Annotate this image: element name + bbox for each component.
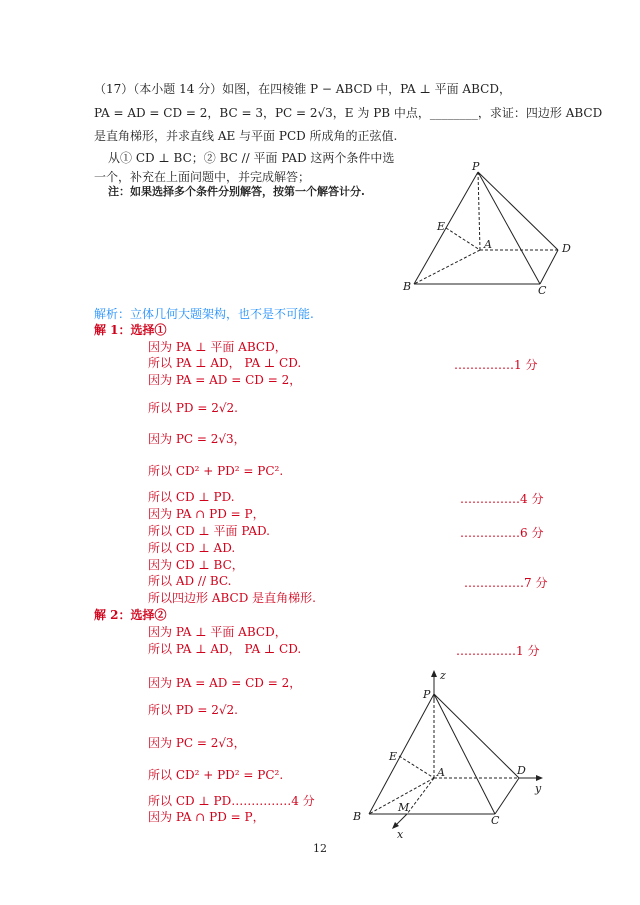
- fig2-label-A: A: [437, 766, 445, 779]
- fig2-label-E: E: [389, 750, 398, 763]
- sol1-step-10: 所以 CD ⊥ AD.: [148, 541, 236, 555]
- fig2-label-z: z: [440, 669, 446, 682]
- analysis-text: 解析：立体几何大题架构，也不是不可能.: [94, 307, 314, 321]
- sol1-title: 解 1：选择①: [94, 323, 167, 337]
- sol2-step-3: 因为 PA = AD = CD = 2，: [148, 676, 302, 690]
- sol2-title: 解 2：选择②: [94, 608, 167, 622]
- page-number: 12: [313, 842, 327, 855]
- sol2-step-4: 所以 PD = 2√2.: [148, 703, 238, 717]
- fig1-label-A: A: [484, 238, 492, 251]
- problem-line-2: PA = AD = CD = 2，BC = 3，PC = 2√3，E 为 PB 中点，________，求证：四边形 ABCD: [94, 106, 603, 120]
- sol1-step-8: 因为 PA ∩ PD = P，: [148, 507, 265, 521]
- sol2-score-1: ……………1 分: [456, 644, 540, 658]
- sol2-step-8: 因为 PA ∩ PD = P，: [148, 810, 265, 824]
- problem-line-1: （17）（本小题 14 分）如图，在四棱锥 P − ABCD 中，PA ⊥ 平面 ABCD，: [94, 82, 511, 96]
- problem-line-4: 从① CD ⊥ BC；② BC // 平面 PAD 这两个条件中选: [108, 151, 395, 165]
- sol1-step-13: 所以四边形 ABCD 是直角梯形.: [148, 591, 316, 605]
- fig2-label-x: x: [397, 828, 404, 841]
- fig2-label-P: P: [423, 688, 431, 701]
- sol1-step-7: 所以 CD ⊥ PD.: [148, 490, 235, 504]
- fig2-label-y: y: [535, 782, 542, 795]
- fig2-label-D: D: [517, 764, 526, 777]
- sol1-step-11: 因为 CD ⊥ BC，: [148, 558, 244, 572]
- sol1-step-4: 所以 PD = 2√2.: [148, 401, 238, 415]
- fig1-label-C: C: [538, 284, 547, 295]
- sol1-score-1: ……………1 分: [454, 358, 538, 372]
- fig1-label-D: D: [562, 242, 571, 255]
- sol1-step-12: 所以 AD // BC.: [148, 574, 232, 588]
- sol1-step-5: 因为 PC = 2√3，: [148, 432, 246, 446]
- fig1-label-E: E: [437, 220, 446, 233]
- fig2-label-M: M: [398, 801, 410, 814]
- fig1-label-B: B: [403, 280, 412, 293]
- sol1-score-4: ……………7 分: [464, 576, 548, 590]
- problem-note: 注：如果选择多个条件分别解答，按第一个解答计分.: [108, 185, 365, 198]
- fig2-label-B: B: [353, 810, 362, 823]
- sol1-step-9: 所以 CD ⊥ 平面 PAD.: [148, 524, 270, 538]
- sol1-step-3: 因为 PA = AD = CD = 2，: [148, 373, 302, 387]
- fig1-label-P: P: [472, 160, 480, 173]
- problem-line-3: 是直角梯形，并求直线 AE 与平面 PCD 所成角的正弦值.: [94, 129, 398, 143]
- sol1-step-6: 所以 CD² + PD² = PC².: [148, 464, 284, 478]
- fig2-label-C: C: [491, 814, 500, 827]
- sol2-step-1: 因为 PA ⊥ 平面 ABCD，: [148, 625, 287, 639]
- sol1-score-2: ……………4 分: [460, 492, 544, 506]
- sol1-step-1: 因为 PA ⊥ 平面 ABCD，: [148, 340, 287, 354]
- sol1-step-2: 所以 PA ⊥ AD， PA ⊥ CD.: [148, 356, 302, 370]
- sol2-step-5: 因为 PC = 2√3，: [148, 736, 246, 750]
- sol1-score-3: ……………6 分: [460, 526, 544, 540]
- sol2-step-2: 所以 PA ⊥ AD， PA ⊥ CD.: [148, 642, 302, 656]
- sol2-step-6: 所以 CD² + PD² = PC².: [148, 768, 284, 782]
- pyramid-figure-2: [345, 668, 555, 843]
- pyramid-figure-1: [400, 160, 580, 295]
- sol2-step-7: 所以 CD ⊥ PD……………4 分: [148, 794, 315, 808]
- problem-line-5: 一个，补充在上面问题中，并完成解答；: [94, 170, 311, 184]
